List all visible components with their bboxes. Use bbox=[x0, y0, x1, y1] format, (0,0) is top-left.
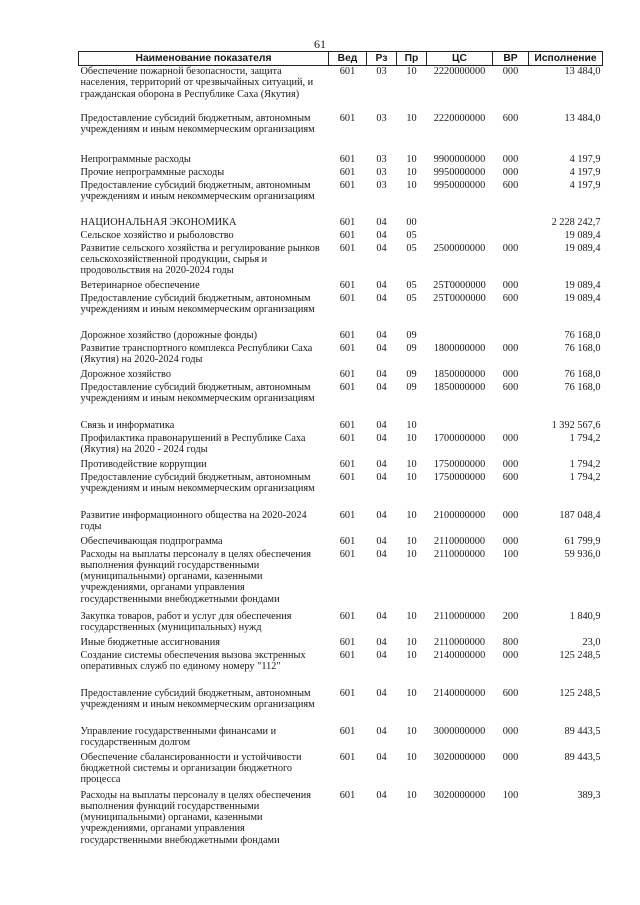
row-ved: 601 bbox=[339, 471, 356, 483]
row-rz: 04 bbox=[376, 751, 387, 763]
row-pr: 10 bbox=[406, 166, 417, 178]
row-ex: 76 168,0 bbox=[564, 342, 601, 354]
row-vr: 000 bbox=[502, 751, 519, 763]
row-name: Предоставление субсидий бюджетным, автономным учреждениям и иным некоммерческим организациям bbox=[80, 112, 315, 135]
table-row bbox=[79, 650, 603, 688]
table-row bbox=[79, 549, 603, 611]
row-ex: 13 484,0 bbox=[564, 66, 601, 78]
row-ex: 76 168,0 bbox=[564, 368, 601, 380]
table-row bbox=[79, 790, 603, 850]
table-row bbox=[79, 243, 603, 280]
row-pr: 10 bbox=[406, 419, 417, 431]
header-name: Наименование показателя bbox=[79, 52, 329, 66]
row-cs: 1750000000 bbox=[433, 471, 486, 483]
row-ved: 601 bbox=[339, 751, 356, 763]
row-pr: 10 bbox=[406, 471, 417, 483]
row-rz: 04 bbox=[376, 636, 387, 648]
row-cs bbox=[427, 217, 493, 230]
row-cs: 2220000000 bbox=[433, 112, 486, 124]
table-row bbox=[79, 280, 603, 293]
row-pr: 10 bbox=[406, 725, 417, 737]
row-name: Ветеринарное обеспечение bbox=[80, 279, 200, 291]
row-vr: 000 bbox=[502, 432, 519, 444]
row-vr: 200 bbox=[502, 610, 519, 622]
row-ved: 601 bbox=[339, 687, 356, 699]
row-ex: 61 799,9 bbox=[564, 535, 601, 547]
row-ved: 601 bbox=[339, 292, 356, 304]
row-vr: 100 bbox=[502, 548, 519, 560]
row-cs bbox=[427, 230, 493, 243]
row-ex: 89 443,5 bbox=[564, 751, 601, 763]
row-ved: 601 bbox=[339, 179, 356, 191]
row-pr: 10 bbox=[406, 179, 417, 191]
table-row bbox=[79, 180, 603, 217]
row-vr: 100 bbox=[502, 789, 519, 801]
row-ex: 76 168,0 bbox=[564, 329, 601, 341]
row-ved: 601 bbox=[339, 153, 356, 165]
table-row bbox=[79, 382, 603, 420]
row-vr: 600 bbox=[502, 471, 519, 483]
table-row bbox=[79, 66, 603, 113]
row-vr: 000 bbox=[502, 153, 519, 165]
row-ved: 601 bbox=[339, 725, 356, 737]
row-cs: 2140000000 bbox=[433, 649, 486, 661]
table-row bbox=[79, 217, 603, 230]
row-ved: 601 bbox=[339, 381, 356, 393]
row-vr: 600 bbox=[502, 381, 519, 393]
row-rz: 04 bbox=[376, 216, 387, 228]
row-vr: 000 bbox=[502, 725, 519, 737]
row-vr bbox=[493, 330, 529, 343]
row-ved: 601 bbox=[339, 242, 356, 254]
row-pr: 10 bbox=[406, 548, 417, 560]
row-ex: 187 048,4 bbox=[559, 509, 601, 521]
row-rz: 04 bbox=[376, 535, 387, 547]
row-rz: 04 bbox=[376, 471, 387, 483]
table-row bbox=[79, 433, 603, 459]
row-rz: 04 bbox=[376, 649, 387, 661]
row-vr: 000 bbox=[502, 242, 519, 254]
row-vr: 000 bbox=[502, 649, 519, 661]
row-name: Создание системы обеспечения вызова экстренных оперативных служб по единому номеру "112" bbox=[80, 649, 306, 672]
table-row bbox=[79, 611, 603, 637]
row-name: Расходы на выплаты персоналу в целях обеспечения выполнения функций государственными (муниципальными) органами, казенными учреждениями, органами управления государственными внебюджетными фондами bbox=[80, 789, 312, 846]
row-ex: 76 168,0 bbox=[564, 381, 601, 393]
row-pr: 00 bbox=[406, 216, 417, 228]
table-row bbox=[79, 688, 603, 726]
row-ved: 601 bbox=[339, 216, 356, 228]
row-pr: 10 bbox=[406, 458, 417, 470]
row-name: Предоставление субсидий бюджетным, автономным учреждениям и иным некоммерческим организациям bbox=[80, 292, 315, 315]
row-rz: 04 bbox=[376, 381, 387, 393]
row-pr: 09 bbox=[406, 342, 417, 354]
row-pr: 05 bbox=[406, 279, 417, 291]
table-row bbox=[79, 459, 603, 472]
row-cs: 25Т0000000 bbox=[433, 279, 486, 291]
row-rz: 03 bbox=[376, 112, 387, 124]
header-cs: ЦС bbox=[427, 52, 493, 66]
row-name: Сельское хозяйство и рыболовство bbox=[80, 229, 234, 241]
row-cs bbox=[427, 330, 493, 343]
row-name: Профилактика правонарушений в Республике Саха (Якутия) на 2020 - 2024 годы bbox=[80, 432, 306, 455]
table-row bbox=[79, 330, 603, 343]
row-vr: 600 bbox=[502, 292, 519, 304]
row-pr: 10 bbox=[406, 751, 417, 763]
row-pr: 05 bbox=[406, 242, 417, 254]
table-row bbox=[79, 637, 603, 650]
row-pr: 10 bbox=[406, 66, 417, 78]
table-row bbox=[79, 167, 603, 180]
row-ex: 4 197,9 bbox=[569, 179, 601, 191]
row-ved: 601 bbox=[339, 610, 356, 622]
budget-table bbox=[78, 51, 603, 850]
row-cs: 25Т0000000 bbox=[433, 292, 486, 304]
row-rz: 04 bbox=[376, 342, 387, 354]
row-name: Дорожное хозяйство (дорожные фонды) bbox=[80, 329, 258, 341]
table-row bbox=[79, 154, 603, 167]
row-vr: 600 bbox=[502, 687, 519, 699]
row-name: НАЦИОНАЛЬНАЯ ЭКОНОМИКА bbox=[80, 216, 237, 228]
row-rz: 04 bbox=[376, 610, 387, 622]
row-name: Связь и информатика bbox=[80, 419, 175, 431]
row-vr bbox=[493, 217, 529, 230]
row-ex: 19 089,4 bbox=[564, 292, 601, 304]
row-cs: 1850000000 bbox=[433, 368, 486, 380]
row-pr: 10 bbox=[406, 636, 417, 648]
row-ex: 1 794,2 bbox=[569, 471, 601, 483]
row-rz: 04 bbox=[376, 458, 387, 470]
row-name: Предоставление субсидий бюджетным, автономным учреждениям и иным некоммерческим организациям bbox=[80, 381, 315, 404]
row-rz: 04 bbox=[376, 242, 387, 254]
row-ved: 601 bbox=[339, 419, 356, 431]
header-rz: Рз bbox=[367, 52, 397, 66]
row-ex: 59 936,0 bbox=[564, 548, 601, 560]
row-ex: 89 443,5 bbox=[564, 725, 601, 737]
row-name: Закупка товаров, работ и услуг для обеспечения государственных (муниципальных) нужд bbox=[80, 610, 292, 633]
row-name: Предоставление субсидий бюджетным, автономным учреждениям и иным некоммерческим организациям bbox=[80, 179, 315, 202]
row-vr: 000 bbox=[502, 342, 519, 354]
row-name: Развитие информационного общества на 2020-2024 годы bbox=[80, 509, 307, 532]
row-cs bbox=[427, 420, 493, 433]
row-rz: 04 bbox=[376, 279, 387, 291]
row-ex: 23,0 bbox=[582, 636, 601, 648]
row-ex: 19 089,4 bbox=[564, 242, 601, 254]
table-row bbox=[79, 369, 603, 382]
row-name: Предоставление субсидий бюджетным, автономным учреждениям и иным некоммерческим организациям bbox=[80, 687, 315, 710]
row-name: Обеспечение пожарной безопасности, защита населения, территорий от чрезвычайных ситуаций, и гражданская оборона в Республике Саха (Якутия) bbox=[80, 66, 314, 100]
row-cs: 1850000000 bbox=[433, 381, 486, 393]
row-ex: 1 392 567,6 bbox=[551, 419, 601, 431]
row-vr: 000 bbox=[502, 279, 519, 291]
row-cs: 1700000000 bbox=[433, 432, 486, 444]
row-cs: 2110000000 bbox=[433, 636, 486, 648]
row-rz: 03 bbox=[376, 66, 387, 78]
row-vr: 000 bbox=[502, 166, 519, 178]
row-pr: 10 bbox=[406, 649, 417, 661]
row-ex: 1 794,2 bbox=[569, 458, 601, 470]
row-rz: 04 bbox=[376, 368, 387, 380]
row-ex: 4 197,9 bbox=[569, 153, 601, 165]
row-pr: 10 bbox=[406, 432, 417, 444]
table-header-row bbox=[79, 52, 603, 66]
row-ex: 19 089,4 bbox=[564, 279, 601, 291]
row-ved: 601 bbox=[339, 649, 356, 661]
row-vr: 000 bbox=[502, 66, 519, 78]
row-pr: 09 bbox=[406, 381, 417, 393]
row-ved: 601 bbox=[339, 636, 356, 648]
row-ved: 601 bbox=[339, 229, 356, 241]
row-vr: 600 bbox=[502, 112, 519, 124]
row-vr: 000 bbox=[502, 458, 519, 470]
row-rz: 03 bbox=[376, 153, 387, 165]
row-ved: 601 bbox=[339, 789, 356, 801]
row-pr: 10 bbox=[406, 687, 417, 699]
row-rz: 03 bbox=[376, 166, 387, 178]
row-name: Расходы на выплаты персоналу в целях обеспечения выполнения функций государственными (муниципальными) органами, казенными учреждениями, органами управления государственными внебюджетными фондами bbox=[80, 548, 312, 605]
row-rz: 04 bbox=[376, 432, 387, 444]
row-name: Управление государственными финансами и государственным долгом bbox=[80, 725, 277, 748]
row-vr bbox=[493, 230, 529, 243]
row-ex: 19 089,4 bbox=[564, 229, 601, 241]
row-pr: 10 bbox=[406, 112, 417, 124]
row-rz: 04 bbox=[376, 789, 387, 801]
row-pr: 05 bbox=[406, 292, 417, 304]
row-ex: 2 228 242,7 bbox=[551, 216, 601, 228]
row-ved: 601 bbox=[339, 432, 356, 444]
row-cs: 3000000000 bbox=[433, 725, 486, 737]
row-rz: 04 bbox=[376, 687, 387, 699]
row-cs: 2220000000 bbox=[433, 66, 486, 78]
row-ex: 125 248,5 bbox=[559, 687, 601, 699]
row-ved: 601 bbox=[339, 509, 356, 521]
page-number: 61 bbox=[314, 37, 326, 51]
row-pr: 05 bbox=[406, 229, 417, 241]
row-vr bbox=[493, 420, 529, 433]
row-pr: 10 bbox=[406, 610, 417, 622]
row-ex: 1 794,2 bbox=[569, 432, 601, 444]
row-cs: 2110000000 bbox=[433, 610, 486, 622]
row-rz: 04 bbox=[376, 419, 387, 431]
row-rz: 04 bbox=[376, 725, 387, 737]
table-row bbox=[79, 472, 603, 510]
row-name: Развитие сельского хозяйства и регулирование рынков сельскохозяйственной продукции, сырья и продовольствия на 2020-2024 годы bbox=[80, 242, 320, 277]
row-ved: 601 bbox=[339, 166, 356, 178]
row-rz: 04 bbox=[376, 329, 387, 341]
table-row bbox=[79, 536, 603, 549]
row-ex: 1 840,9 bbox=[569, 610, 601, 622]
row-ved: 601 bbox=[339, 329, 356, 341]
row-ved: 601 bbox=[339, 342, 356, 354]
row-name: Непрограммные расходы bbox=[80, 153, 191, 165]
row-name: Противодействие коррупции bbox=[80, 458, 207, 470]
row-pr: 09 bbox=[406, 329, 417, 341]
row-name: Иные бюджетные ассигнования bbox=[80, 636, 220, 648]
row-rz: 03 bbox=[376, 179, 387, 191]
row-ved: 601 bbox=[339, 279, 356, 291]
row-ved: 601 bbox=[339, 66, 356, 78]
row-vr: 600 bbox=[502, 179, 519, 191]
header-ved: Вед bbox=[329, 52, 367, 66]
row-ex: 125 248,5 bbox=[559, 649, 601, 661]
row-cs: 9950000000 bbox=[433, 166, 486, 178]
header-ex: Исполнение bbox=[529, 52, 603, 66]
row-cs: 3020000000 bbox=[433, 751, 486, 763]
row-rz: 04 bbox=[376, 509, 387, 521]
row-cs: 2500000000 bbox=[433, 242, 486, 254]
row-ex: 389,3 bbox=[577, 789, 601, 801]
row-cs: 2110000000 bbox=[433, 548, 486, 560]
row-rz: 04 bbox=[376, 292, 387, 304]
row-pr: 10 bbox=[406, 535, 417, 547]
header-vr: ВР bbox=[493, 52, 529, 66]
table-row bbox=[79, 343, 603, 369]
row-vr: 000 bbox=[502, 509, 519, 521]
table-row bbox=[79, 113, 603, 154]
row-name: Дорожное хозяйство bbox=[80, 368, 171, 380]
row-cs: 9900000000 bbox=[433, 153, 486, 165]
row-rz: 04 bbox=[376, 229, 387, 241]
table-body bbox=[79, 66, 603, 850]
table-row bbox=[79, 230, 603, 243]
row-ex: 13 484,0 bbox=[564, 112, 601, 124]
table-row bbox=[79, 510, 603, 536]
row-pr: 10 bbox=[406, 789, 417, 801]
row-ved: 601 bbox=[339, 112, 356, 124]
row-ved: 601 bbox=[339, 368, 356, 380]
row-name: Предоставление субсидий бюджетным, автономным учреждениям и иным некоммерческим организациям bbox=[80, 471, 315, 494]
row-name: Обеспечение сбалансированности и устойчивости бюджетной системы и организации бюджетного процесса bbox=[80, 751, 302, 786]
row-vr: 000 bbox=[502, 368, 519, 380]
row-cs: 2100000000 bbox=[433, 509, 486, 521]
row-cs: 1750000000 bbox=[433, 458, 486, 470]
row-pr: 09 bbox=[406, 368, 417, 380]
table-row bbox=[79, 726, 603, 752]
row-cs: 2140000000 bbox=[433, 687, 486, 699]
row-vr: 800 bbox=[502, 636, 519, 648]
row-vr: 000 bbox=[502, 535, 519, 547]
table-row bbox=[79, 420, 603, 433]
row-cs: 3020000000 bbox=[433, 789, 486, 801]
row-pr: 10 bbox=[406, 509, 417, 521]
row-name: Прочие непрограммные расходы bbox=[80, 166, 225, 178]
row-ex: 4 197,9 bbox=[569, 166, 601, 178]
row-cs: 2110000000 bbox=[433, 535, 486, 547]
row-name: Обеспечивающая подпрограмма bbox=[80, 535, 223, 547]
header-pr: Пр bbox=[397, 52, 427, 66]
row-pr: 10 bbox=[406, 153, 417, 165]
table-row bbox=[79, 293, 603, 330]
row-name: Развитие транспортного комплекса Республики Саха (Якутия) на 2020-2024 годы bbox=[80, 342, 313, 365]
row-cs: 1800000000 bbox=[433, 342, 486, 354]
row-cs: 9950000000 bbox=[433, 179, 486, 191]
row-ved: 601 bbox=[339, 458, 356, 470]
row-ved: 601 bbox=[339, 535, 356, 547]
row-rz: 04 bbox=[376, 548, 387, 560]
row-ved: 601 bbox=[339, 548, 356, 560]
table-row bbox=[79, 752, 603, 790]
